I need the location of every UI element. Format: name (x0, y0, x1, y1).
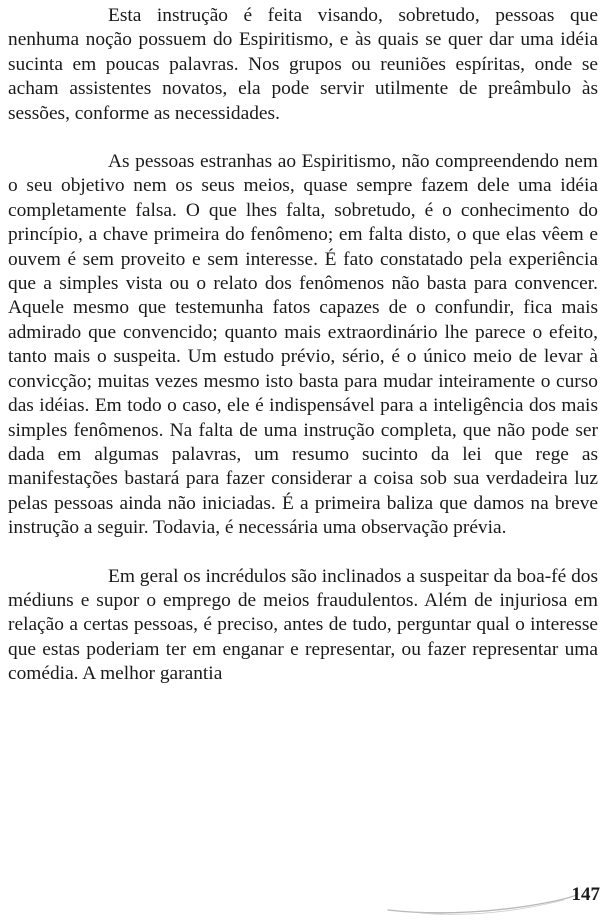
page-footer (0, 872, 606, 920)
paragraph-1: Esta instrução é feita visando, sobretudo, pessoas que nenhuma noção possuem do Espiritismo, e às quais se quer dar uma idéia sucinta em poucas palavras. Nos grupos ou reuniões espíritas, onde se acham assistentes novatos, ela pode servir utilmente de preâmbulo às sessões, conforme as necessidades. (8, 5, 598, 124)
swash-ornament-icon (380, 880, 580, 920)
paragraph-3: Em geral os incrédulos são inclinados a suspeitar da boa-fé dos médiuns e supor o emprego de meios fraudulentos. Além de injuriosa em relação a certas pessoas, é preciso, antes de tudo, perguntar qual o interesse que estas poderiam ter em enganar e representar, ou fazer representar uma comédia. A melhor garantia (8, 565, 599, 685)
page-number: 147 (571, 884, 600, 905)
page-body (8, 4, 598, 687)
paragraph-2: As pessoas estranhas ao Espiritismo, não compreendendo nem o seu objetivo nem os seus meios, quase sempre fazem dele uma idéia completamente falsa. O que lhes falta, sobretudo, é o conhecimento do princípio, a chave primeira do fenômeno; em falta disto, o que elas vêem e ouvem é sem proveito e sem interesse. É fato constatado pela experiência que a simples vista ou o relato dos fenômenos não basta para convencer. Aquele mesmo que testemunha fatos capazes de o confundir, fica mais admirado que convencido; quanto mais extraordinário lhe parece o efeito, tanto mais o suspeita. Um estudo prévio, sério, é o único meio de levar à convicção; muitas vezes mesmo isto basta para mudar inteiramente o curso das idéias. Em todo o caso, ele é indispensável para a inteligência dos mais simples fenômenos. Na falta de uma instrução completa, que não pode ser dada em algumas palavras, um resumo sucinto da lei que rege as manifestações bastará para fazer considerar a coisa sob sua verdadeira luz pelas pessoas ainda não iniciadas. É a primeira baliza que damos na breve instrução a seguir. Todavia, é necessária uma observação prévia. (8, 151, 598, 539)
